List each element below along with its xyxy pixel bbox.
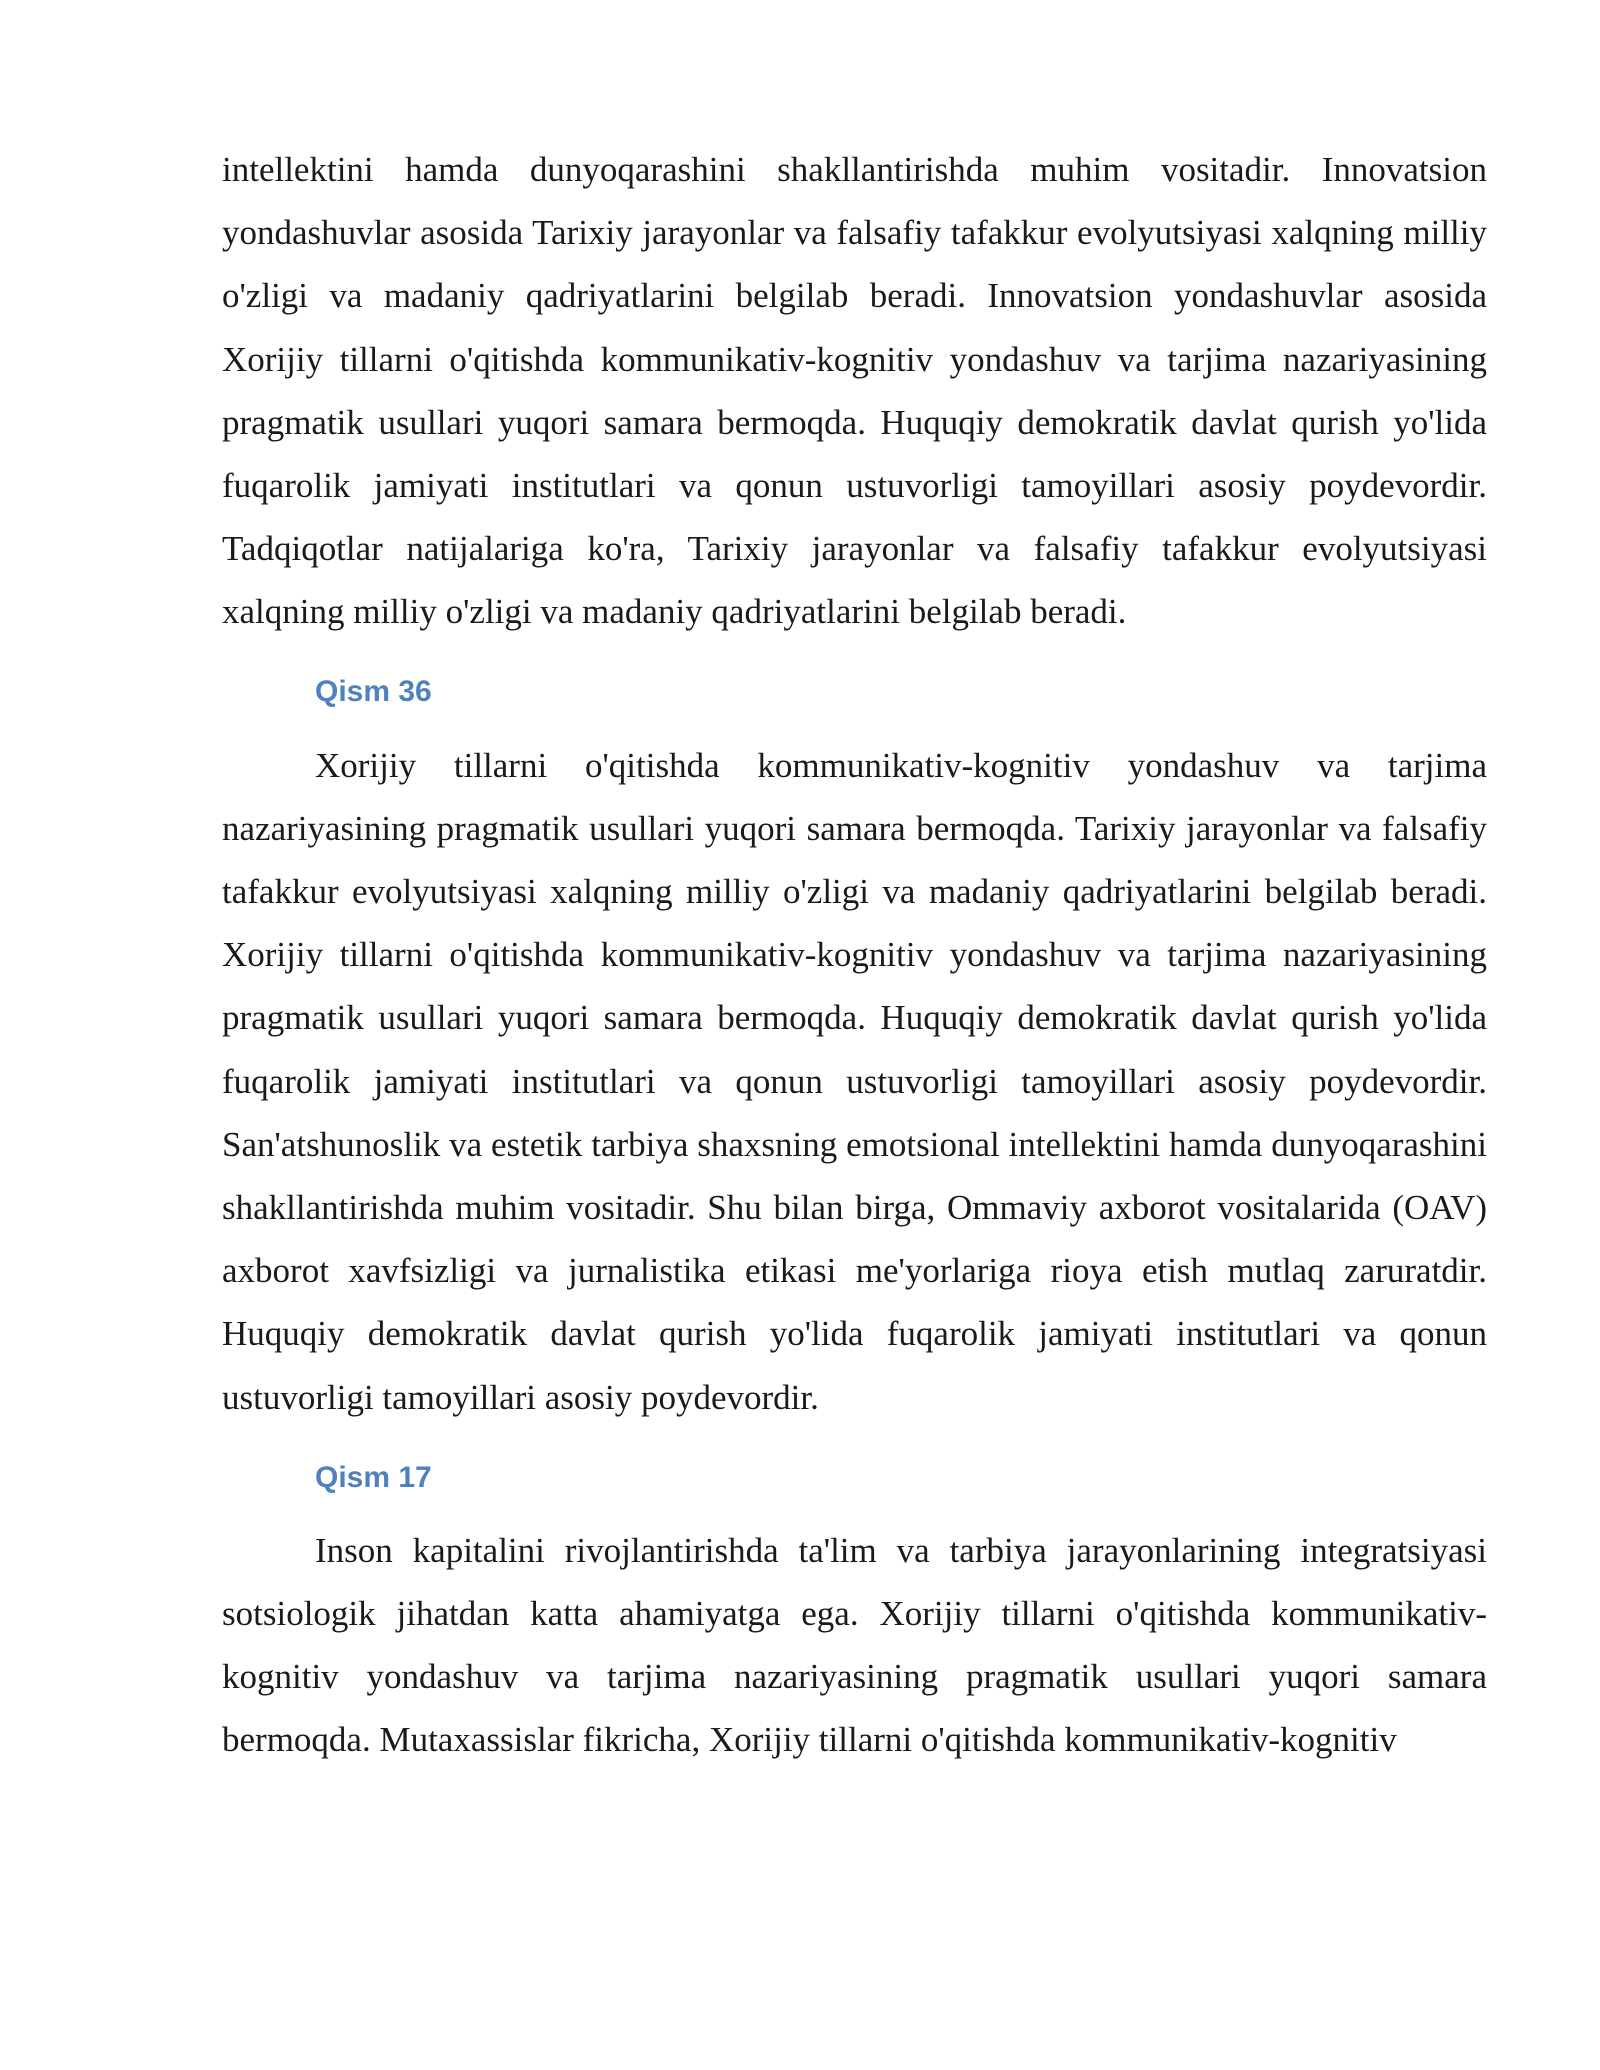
body-paragraph: Xorijiy tillarni o'qitishda kommunikativ-kognitiv yondashuv va tarjima nazariyasining pragmatik usullari yuqori samara bermoqda. Tarixiy jarayonlar va falsafiy tafakkur evolyutsiyasi xalqning milliy o'zligi va madaniy qadriyatlarini belgilab beradi. Xorijiy tillarni o'qitishda kommunikativ-kognitiv yondashuv va tarjima nazariyasining pragmatik usullari yuqori samara bermoqda. Huquqiy demokratik davlat qurish yo'lida fuqarolik jamiyati institutlari va qonun ustuvorligi tamoyillari asosiy poydevordir. San'atshunoslik va estetik tarbiya shaxsning emotsional intellektini hamda dunyoqarashini shakllantirishda muhim vositadir. Shu bilan birga, Ommaviy axborot vositalarida (OAV) axborot xavfsizligi va jurnalistika etikasi me'yorlariga rioya etish mutlaq zaruratdir. Huquqiy demokratik davlat qurish yo'lida fuqarolik jamiyati institutlari va qonun ustuvorligi tamoyillari asosiy poydevordir.	[222, 745, 1487, 1417]
page-body	[222, 138, 1487, 1772]
section-heading: Qism 36	[315, 674, 432, 708]
section-heading: Qism 17	[315, 1460, 432, 1494]
body-paragraph: Inson kapitalini rivojlantirishda ta'lim va tarbiya jarayonlarining integratsiyasi sotsiologik jihatdan katta ahamiyatga ega. Xorijiy tillarni o'qitishda kommunikativ-kognitiv yondashuv va tarjima nazariyasining pragmatik usullari yuqori samara bermoqda. Mutaxassislar fikricha, Xorijiy tillarni o'qitishda kommunikativ-kognitiv	[222, 1530, 1487, 1760]
body-paragraph: intellektini hamda dunyoqarashini shakllantirishda muhim vositadir. Innovatsion yondashuvlar asosida Tarixiy jarayonlar va falsafiy tafakkur evolyutsiyasi xalqning milliy o'zligi va madaniy qadriyatlarini belgilab beradi. Innovatsion yondashuvlar asosida Xorijiy tillarni o'qitishda kommunikativ-kognitiv yondashuv va tarjima nazariyasining pragmatik usullari yuqori samara bermoqda. Huquqiy demokratik davlat qurish yo'lida fuqarolik jamiyati institutlari va qonun ustuvorligi tamoyillari asosiy poydevordir. Tadqiqotlar natijalariga ko'ra, Tarixiy jarayonlar va falsafiy tafakkur evolyutsiyasi xalqning milliy o'zligi va madaniy qadriyatlarini belgilab beradi.	[222, 150, 1487, 632]
